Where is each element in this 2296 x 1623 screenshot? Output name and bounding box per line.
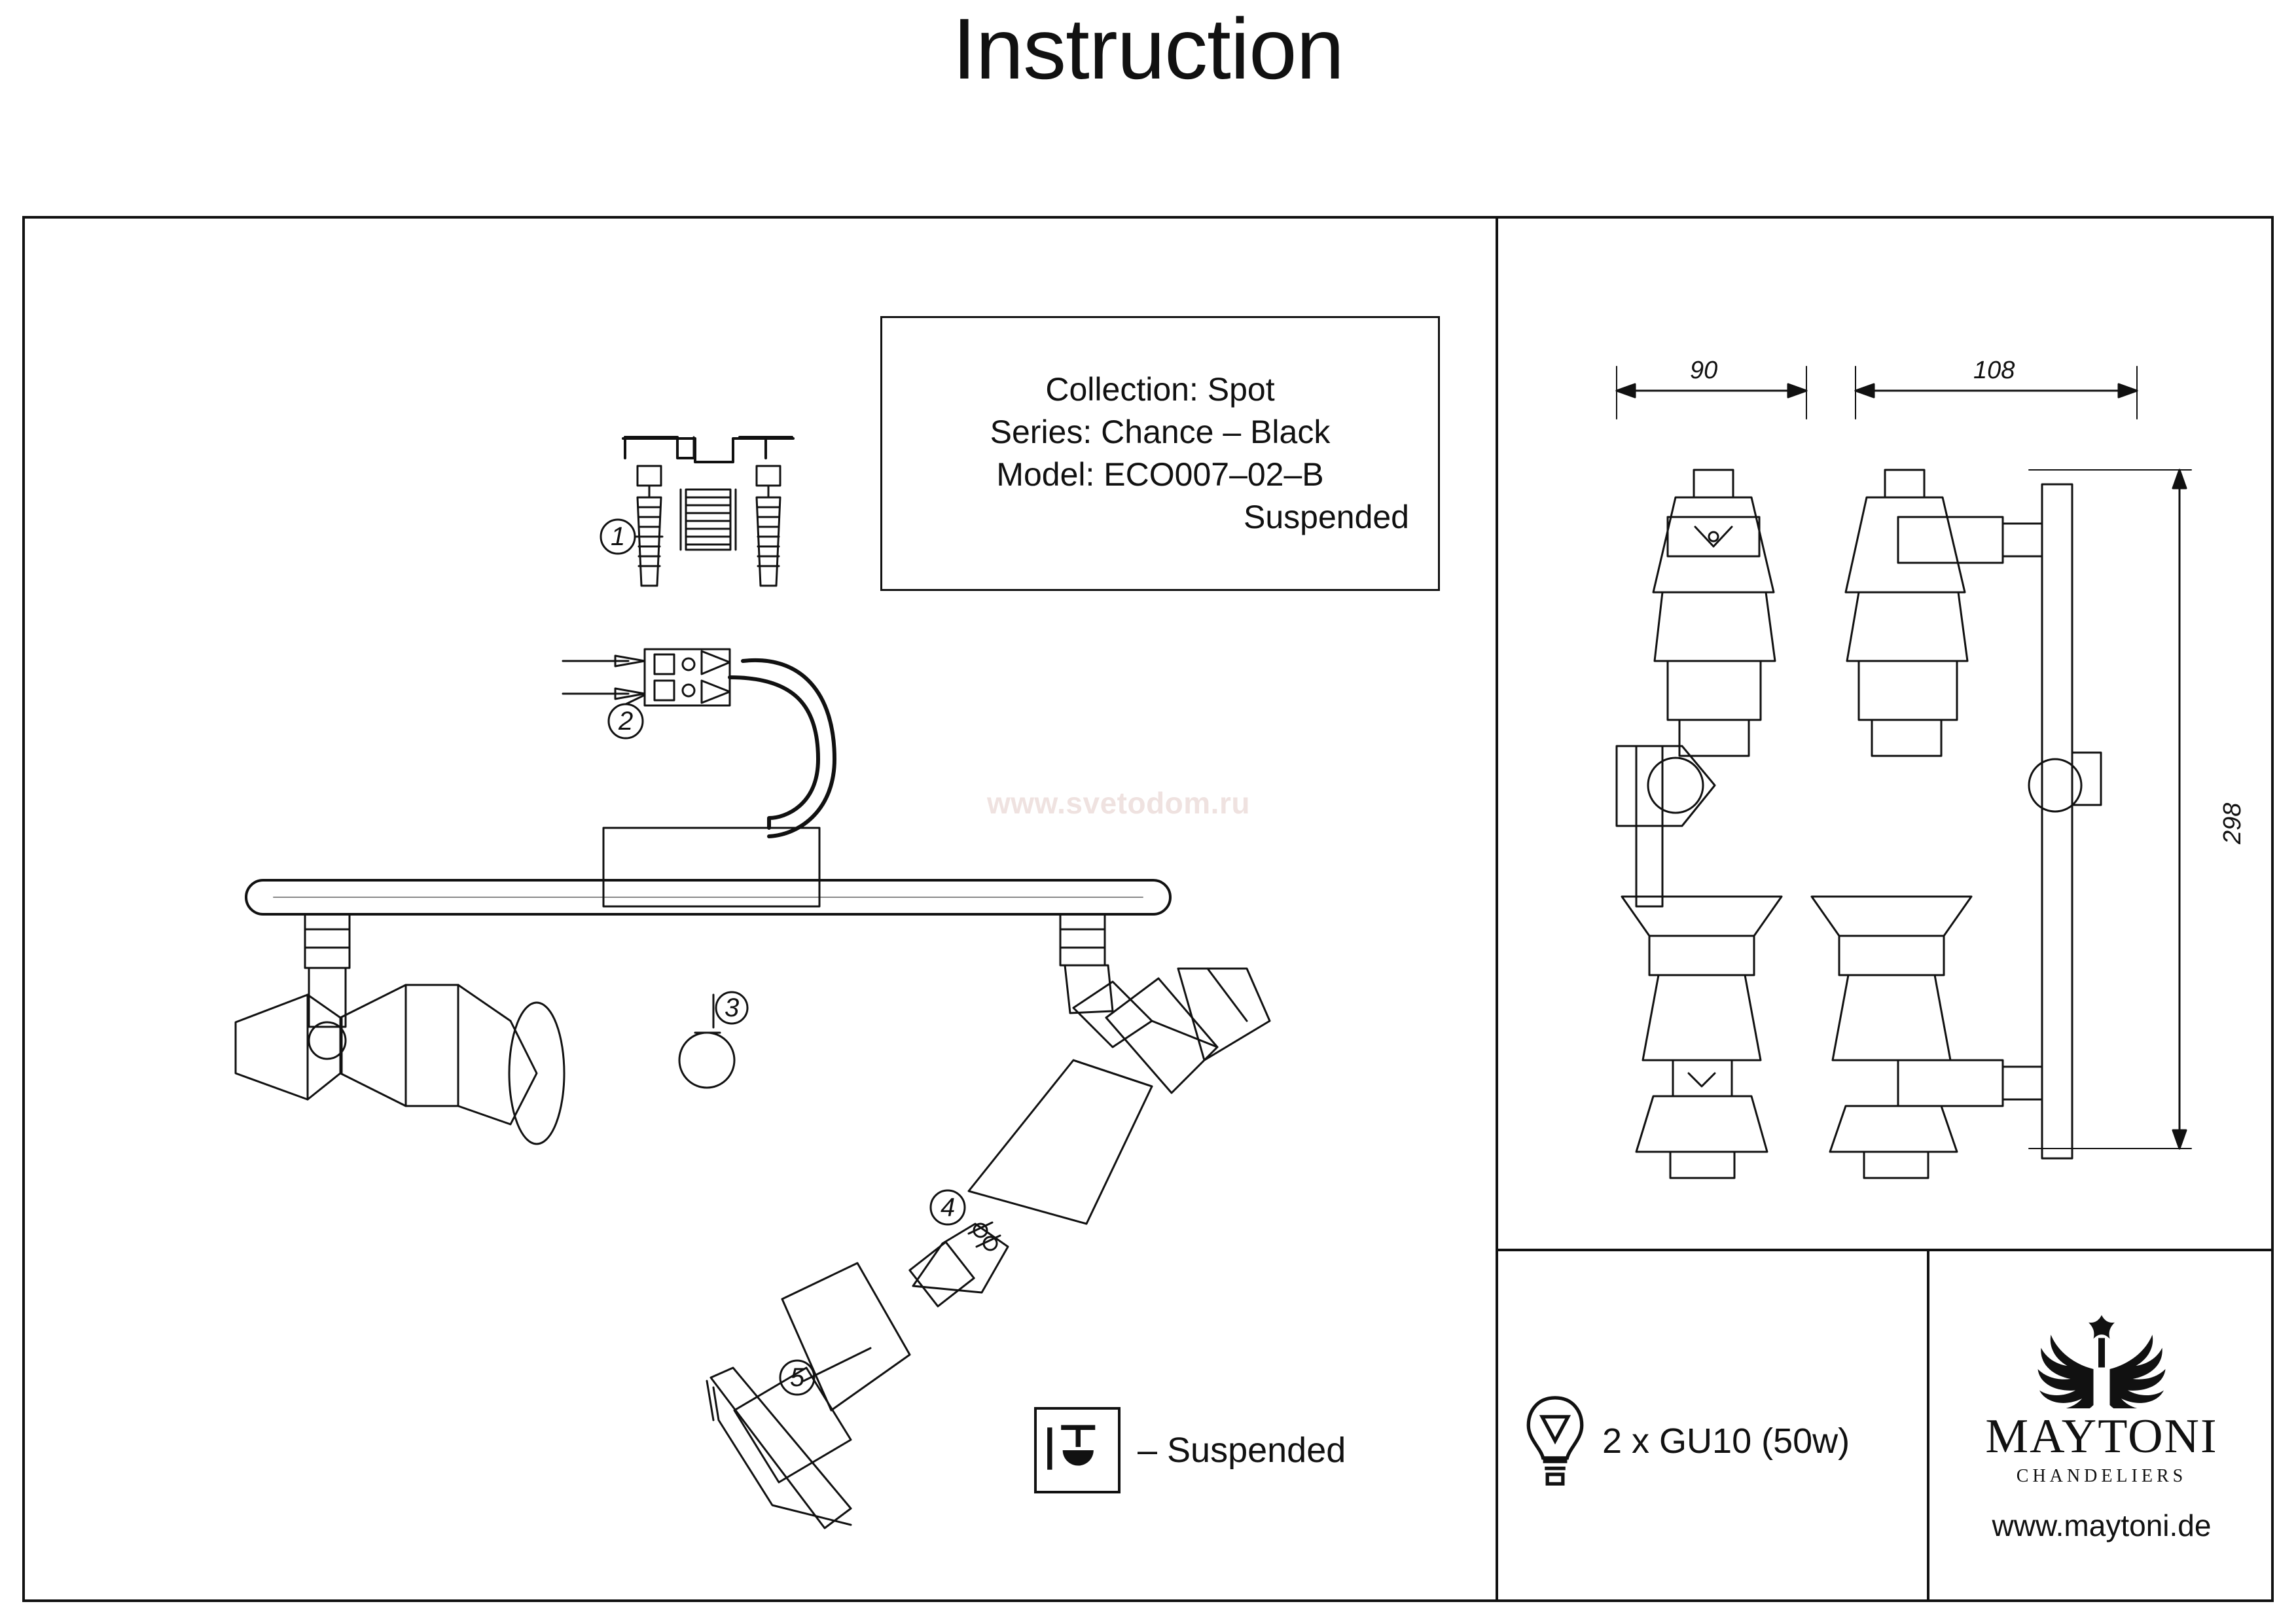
bulb-icon (1525, 1387, 1585, 1494)
legend-suspended (1034, 1407, 1346, 1493)
watermark: www.svetodom.ru (987, 786, 1250, 820)
callout-4: 4 (941, 1193, 956, 1222)
info-mount: Suspended (1243, 499, 1409, 535)
dimension-width-left: 90 (1690, 357, 1718, 384)
page-title: Instruction (952, 1, 1344, 97)
callout-1: 1 (611, 522, 626, 551)
suspended-mount-icon (1034, 1407, 1121, 1493)
lamp-spec-label: 2 x GU10 (50w) (1602, 1421, 1850, 1461)
dimension-height: 298 (2219, 802, 2246, 844)
info-model: Model: ECO007–02–B (996, 456, 1324, 493)
info-series: Series: Chance – Black (990, 414, 1331, 450)
product-info-box (880, 316, 1440, 591)
lamp-spec (1525, 1387, 1850, 1494)
brand-subtitle: CHANDELIERS (2016, 1466, 2187, 1486)
panel-divider-vertical (1496, 216, 1498, 1602)
callout-3: 3 (725, 993, 740, 1022)
info-collection: Collection: Spot (1045, 371, 1275, 408)
brand-url[interactable]: www.maytoni.de (1992, 1508, 2212, 1543)
brand-block (1929, 1251, 2274, 1602)
callout-2: 2 (619, 707, 634, 736)
dimension-width-right: 108 (1973, 357, 2015, 384)
legend-suspended-label: – Suspended (1138, 1431, 1346, 1470)
callout-5: 5 (790, 1363, 805, 1392)
brand-ornament-icon (1971, 1310, 2233, 1408)
brand-name: MAYTONI (1985, 1410, 2218, 1463)
